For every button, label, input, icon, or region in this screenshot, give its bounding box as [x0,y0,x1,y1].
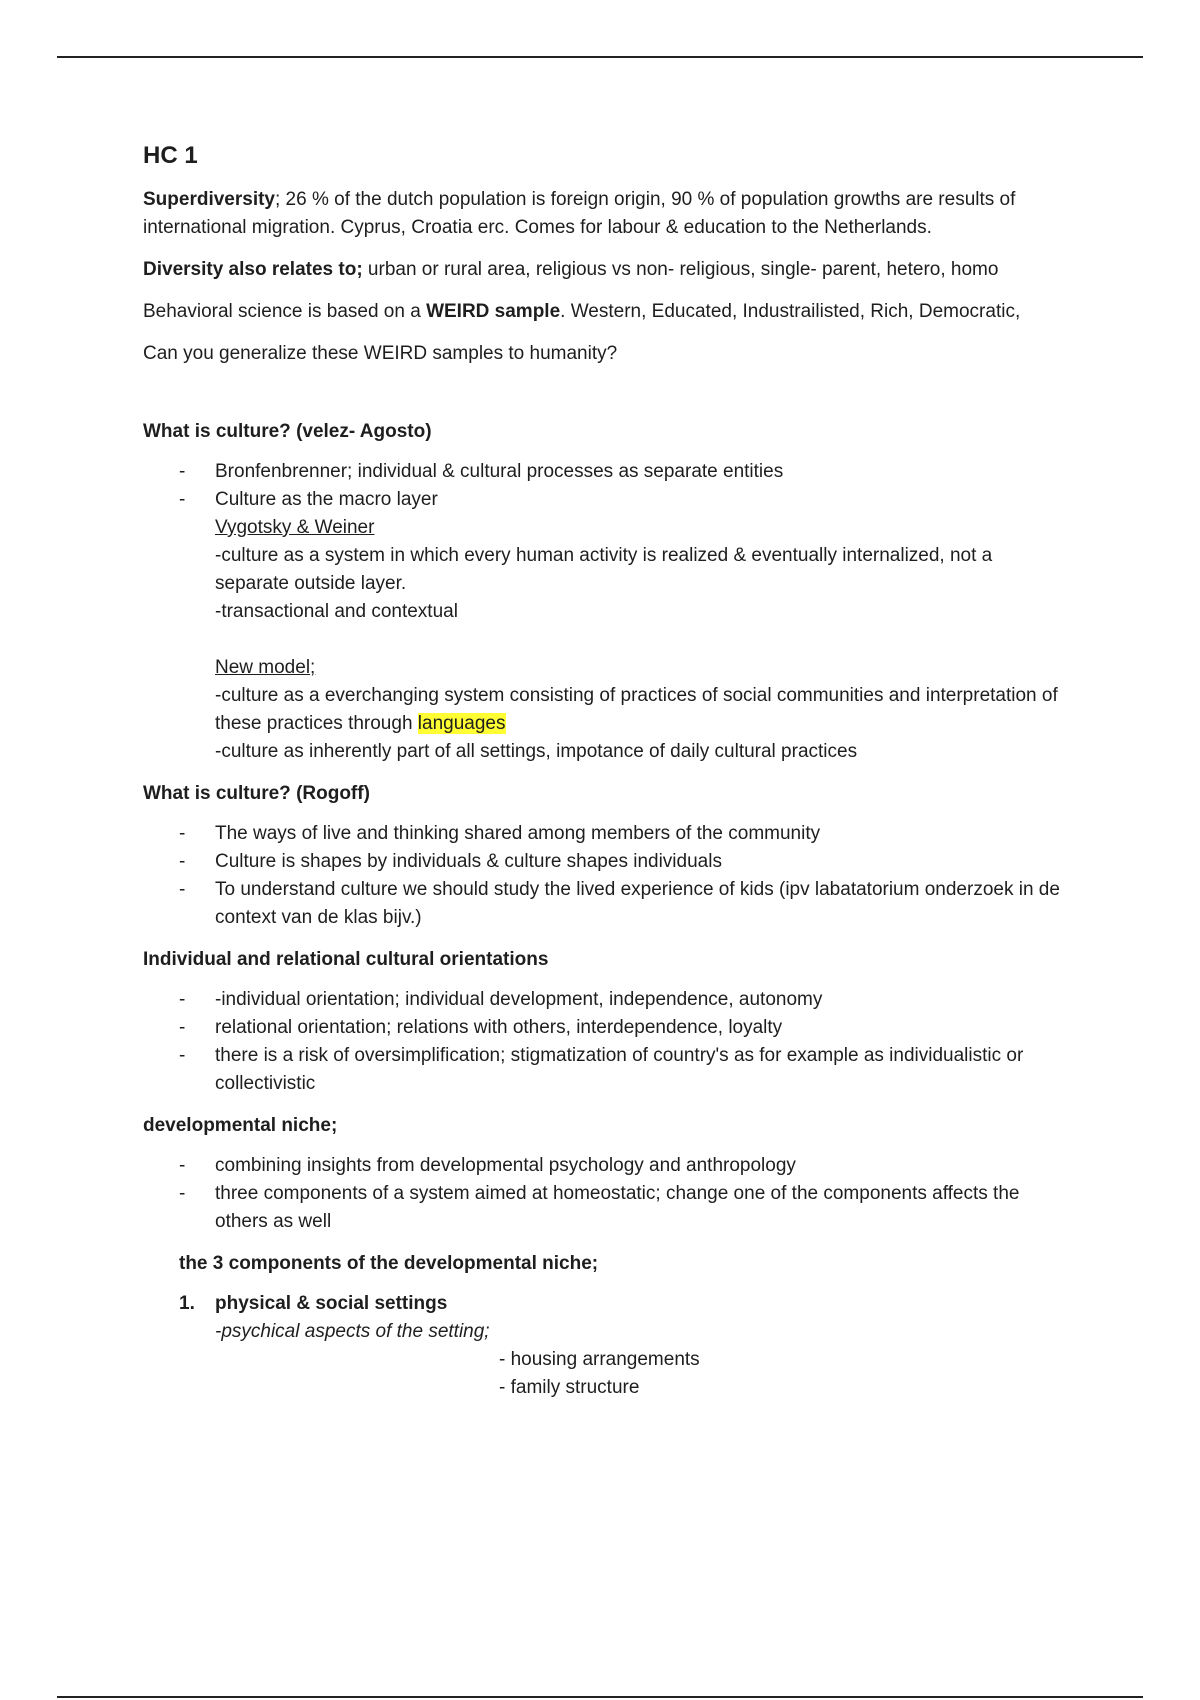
section-heading-rogoff: What is culture? (Rogoff) [143,783,370,804]
spacer [215,626,1063,654]
list-item-text: Culture is shapes by individuals & culture shapes individuals [215,851,722,872]
list-item [143,458,1063,486]
paragraph-text: . Western, Educated, Industrailisted, Rich, Democratic, [560,301,1021,322]
components-heading: the 3 components of the developmental niche; [179,1253,599,1274]
document-title: HC 1 [143,142,198,169]
document-page [143,140,1063,1402]
list-item-text: three components of a system aimed at homeostatic; change one of the components affects the others as well [215,1183,1020,1232]
component-subtitle: -psychical aspects of the setting; [215,1321,490,1342]
paragraph-text: ; 26 % of the dutch population is foreign origin, 90 % of population growths are results of international migration. Cyprus, Croatia erc. Comes for labour & education to the Netherlands. [143,189,1016,238]
top-rule [57,56,1143,58]
intro-paragraph-diversity [143,256,1063,284]
components-list [143,1290,1063,1346]
list-item [143,1180,1063,1236]
list-item-text: combining insights from developmental psychology and anthropology [215,1155,796,1176]
bullet: - [179,461,186,482]
list-item-text: Bronfenbrenner; individual & cultural processes as separate entities [215,461,784,482]
spacer [143,382,1063,418]
vygotsky-block [143,514,1063,766]
list-item-text: there is a risk of oversimplification; stigmatization of country's as for example as individualistic or collectivistic [215,1045,1024,1094]
component-points [143,1346,1063,1402]
bullet: - [179,1017,186,1038]
bullet: - [179,989,186,1010]
component-point: - family structure [499,1377,640,1398]
list-item-text: Culture as the macro layer [215,489,438,510]
bullet: - [179,851,186,872]
vygotsky-line: -transactional and contextual [215,601,458,622]
niche-list [143,1152,1063,1236]
orientations-list [143,986,1063,1098]
bold-term: Diversity also relates to; [143,259,363,280]
bullet: - [179,489,186,510]
vygotsky-heading: Vygotsky & Weiner [215,517,375,538]
list-item [143,986,1063,1014]
list-item-text: -individual orientation; individual development, independence, autonomy [215,989,823,1010]
new-model-line [215,682,1063,738]
bullet: - [179,1045,186,1066]
new-model-heading: New model; [215,657,316,678]
intro-paragraph-weird [143,298,1063,326]
velez-list [143,458,1063,514]
paragraph-text: Behavioral science is based on a [143,301,427,322]
section-heading-orientations: Individual and relational cultural orientations [143,949,549,970]
list-item-text: To understand culture we should study the lived experience of kids (ipv labatatorium onderzoek in de context van de klas bijv.) [215,879,1060,928]
bold-term: WEIRD sample [426,301,561,322]
list-item [143,486,1063,514]
component-title: physical & social settings [215,1293,448,1314]
intro-paragraph-question: Can you generalize these WEIRD samples to humanity? [143,343,618,364]
highlighted-word: languages [417,713,506,734]
bullet: - [179,1155,186,1176]
list-item [143,1152,1063,1180]
bold-term: Superdiversity [143,189,275,210]
vygotsky-line: -culture as a system in which every human activity is realized & eventually internalized, not a separate outside layer. [215,545,993,594]
list-item [143,1042,1063,1098]
section-heading-niche: developmental niche; [143,1115,338,1136]
rogoff-list [143,820,1063,932]
list-item-text: The ways of live and thinking shared among members of the community [215,823,821,844]
list-item [143,848,1063,876]
bottom-rule [57,1696,1143,1698]
list-item [143,876,1063,932]
list-item [143,1014,1063,1042]
list-item [143,1290,1063,1346]
list-number: 1. [179,1293,195,1314]
new-model-line: -culture as inherently part of all settings, impotance of daily cultural practices [215,741,858,762]
paragraph-text: urban or rural area, religious vs non- religious, single- parent, hetero, homo [362,259,999,280]
line-text: -culture as a everchanging system consisting of practices of social communities and interpretation of these practices through [215,685,1058,734]
list-item-text: relational orientation; relations with others, interdependence, loyalty [215,1017,783,1038]
section-heading-velez: What is culture? (velez- Agosto) [143,421,432,442]
bullet: - [179,823,186,844]
component-point: - housing arrangements [499,1349,700,1370]
bullet: - [179,1183,186,1204]
bullet: - [179,879,186,900]
list-item [143,820,1063,848]
intro-paragraph-superdiversity [143,186,1063,242]
